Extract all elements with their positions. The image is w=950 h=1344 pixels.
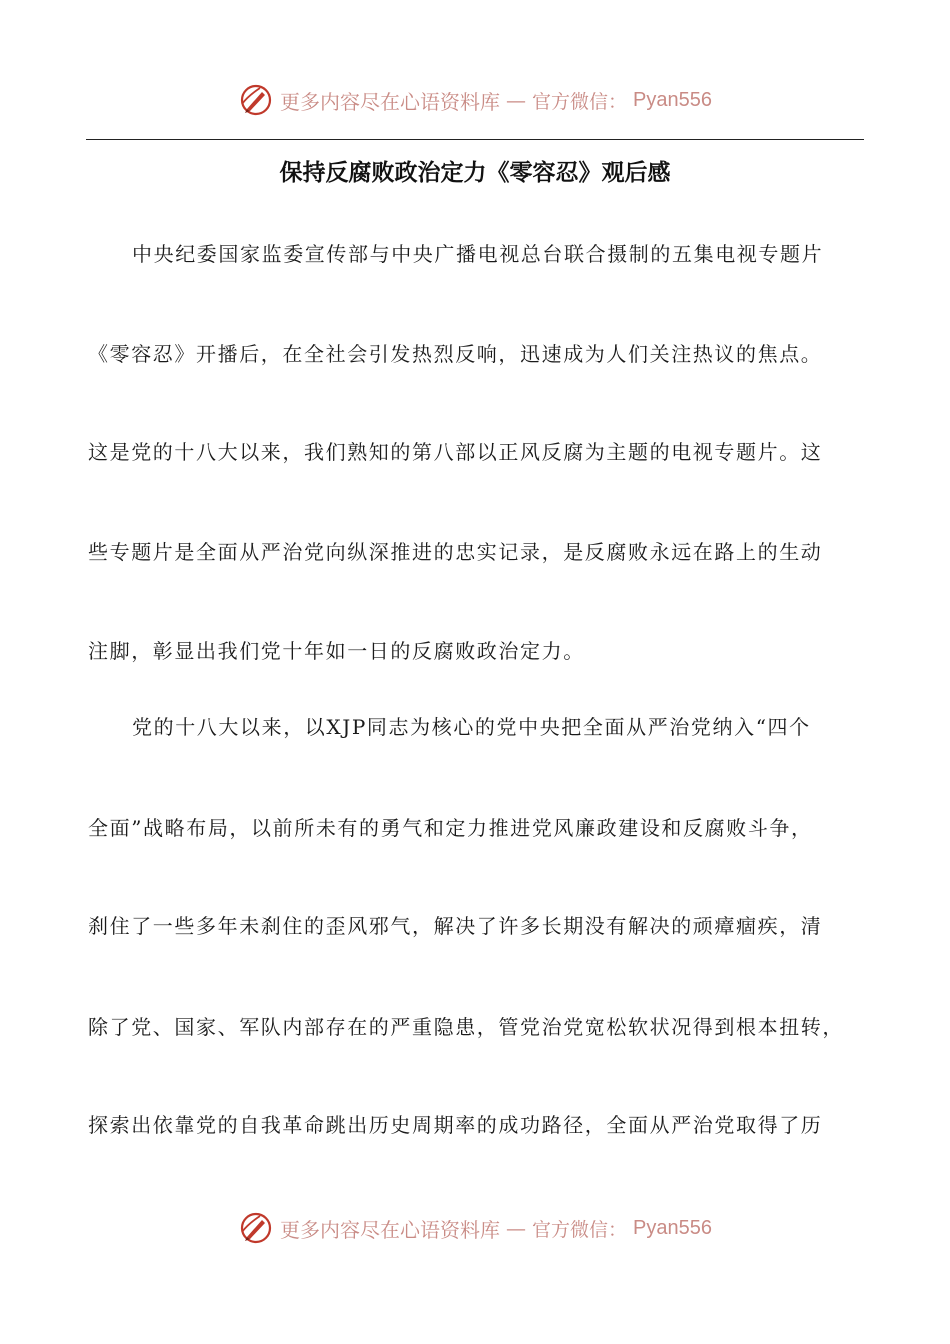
body-line-10: 探索出依靠党的自我革命跳出历史周期率的成功路径，全面从严治党取得了历 bbox=[88, 1113, 823, 1137]
body-line-1: 中央纪委国家监委宣传部与中央广播电视总台联合摄制的五集电视专题片 bbox=[132, 242, 824, 266]
banner-main-text: 更多内容尽在心语资料库 bbox=[280, 89, 500, 114]
body-line-8: 刹住了一些多年未刹住的歪风邪气，解决了许多长期没有解决的顽瘴痼疾，清 bbox=[88, 914, 823, 938]
banner-dash: — bbox=[506, 88, 526, 112]
banner-main-text: 更多内容尽在心语资料库 bbox=[280, 1217, 500, 1242]
body-line-7: 全面”战略布局，以前所未有的勇气和定力推进党风廉政建设和反腐败斗争， bbox=[88, 816, 813, 840]
banner-contact-label: 官方微信： bbox=[532, 90, 628, 113]
banner-contact-label: 官方微信： bbox=[532, 1218, 628, 1241]
body-line-6: 党的十八大以来，以XJP同志为核心的党中央把全面从严治党纳入“四个 bbox=[132, 715, 811, 739]
banner-dash: — bbox=[506, 1216, 526, 1240]
pen-logo-icon bbox=[238, 1210, 274, 1246]
header-divider bbox=[86, 139, 864, 140]
footer-banner bbox=[0, 1210, 950, 1246]
body-line-3: 这是党的十八大以来，我们熟知的第八部以正风反腐为主题的电视专题片。这 bbox=[88, 440, 823, 464]
banner-wechat-id: Pyan556 bbox=[633, 88, 712, 111]
document-title: 保持反腐败政治定力《零容忍》观后感 bbox=[279, 160, 671, 186]
body-line-5: 注脚，彰显出我们党十年如一日的反腐败政治定力。 bbox=[88, 639, 585, 663]
body-line-2: 《零容忍》开播后，在全社会引发热烈反响，迅速成为人们关注热议的焦点。 bbox=[88, 342, 823, 366]
header-banner bbox=[0, 82, 950, 118]
body-line-9: 除了党、国家、军队内部存在的严重隐患，管党治党宽松软状况得到根本扭转， bbox=[88, 1015, 844, 1039]
body-line-4: 些专题片是全面从严治党向纵深推进的忠实记录，是反腐败永远在路上的生动 bbox=[88, 540, 823, 564]
banner-wechat-id: Pyan556 bbox=[633, 1216, 712, 1239]
pen-logo-icon bbox=[238, 82, 274, 118]
